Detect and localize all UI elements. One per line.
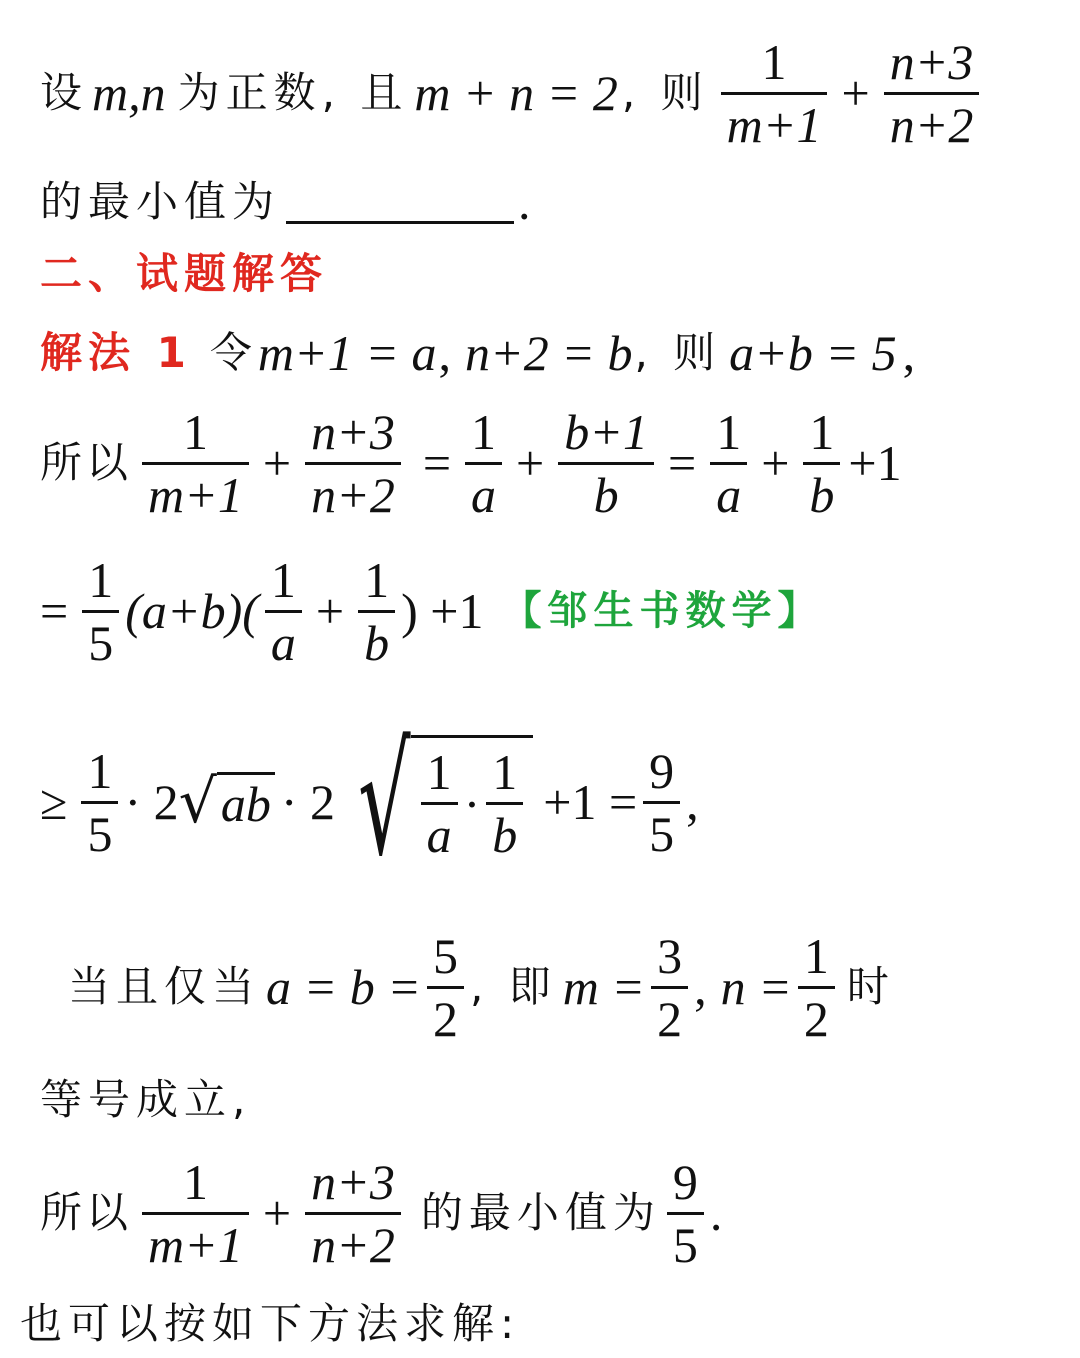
step-6-period: . bbox=[709, 1185, 723, 1241]
sqrt-ab: √ ab bbox=[179, 772, 275, 832]
solution-1-line bbox=[40, 320, 1080, 386]
problem-period: . bbox=[518, 174, 531, 230]
problem-plus: + bbox=[841, 65, 870, 121]
solution-1-label: 解法 1 bbox=[40, 328, 192, 377]
step-5 bbox=[40, 1072, 1080, 1128]
sqrt-sign-icon: √ bbox=[178, 767, 217, 837]
problem-fraction-1: $\frac{1}{m+1}$ bbox=[721, 32, 828, 155]
step-2-mid: (a+b)( bbox=[125, 583, 259, 639]
step-2-frac-3: $\frac{1}{b}$ bbox=[358, 550, 395, 673]
step-1-plus-1: + bbox=[262, 435, 292, 491]
step-3-times-2b: · 2 bbox=[280, 774, 335, 830]
step-4-ab-eq: a = b = bbox=[266, 959, 421, 1015]
section-title bbox=[40, 246, 1080, 302]
solution-1-let: 令 bbox=[209, 328, 258, 377]
step-2-eq: = bbox=[40, 583, 69, 639]
step-2-plus: + bbox=[315, 583, 345, 639]
step-1-frac-3: $\frac{1}{a}$ bbox=[465, 402, 502, 525]
step-2 bbox=[40, 546, 1080, 676]
step-4-when: 时 bbox=[846, 962, 895, 1011]
solution-1-sub-b: n+2 = b bbox=[464, 325, 633, 381]
problem-condition: m + n = 2 bbox=[414, 65, 618, 121]
step-6-min-is: 的最小值为 bbox=[420, 1188, 661, 1237]
step-1-frac-6: $\frac{1}{b}$ bbox=[803, 402, 840, 525]
step-1-frac-4: $\frac{b+1}{b}$ bbox=[558, 402, 654, 525]
step-2-frac-1: $\frac{1}{5}$ bbox=[82, 550, 119, 673]
solution-1-comma-1: , bbox=[438, 325, 451, 381]
step-3-plus-one-eq: +1 = bbox=[543, 774, 638, 830]
step-3-dot: · bbox=[463, 775, 481, 832]
step-1-frac-5: $\frac{1}{a}$ bbox=[710, 402, 747, 525]
step-4-frac-3: $\frac{1}{2}$ bbox=[798, 926, 835, 1049]
step-2-tail: ) +1 bbox=[401, 583, 484, 639]
step-1-eq-1: = bbox=[422, 435, 452, 491]
step-4 bbox=[68, 922, 1080, 1052]
step-6-so: 所以 bbox=[40, 1188, 133, 1237]
step-4-n-eq: n = bbox=[720, 959, 792, 1015]
step-3-comma: , bbox=[686, 774, 699, 830]
step-6-frac-2: $\frac{n+3}{n+2}$ bbox=[305, 1152, 401, 1275]
step-4-m-eq: m = bbox=[562, 959, 646, 1015]
sqrt-product bbox=[335, 714, 533, 889]
solution-1-comma-2: , bbox=[902, 325, 916, 381]
step-4-iff: 当且仅当 bbox=[68, 962, 261, 1011]
problem-text-positive: 为正数, 且 bbox=[177, 68, 409, 117]
watermark-text: 【邹生书数学】 bbox=[501, 588, 824, 634]
step-1-frac-2: $\frac{n+3}{n+2}$ bbox=[305, 402, 401, 525]
step-4-ie: , 即 bbox=[470, 962, 557, 1011]
problem-line-2 bbox=[40, 172, 1080, 232]
step-3-ge: ≥ bbox=[40, 774, 68, 830]
problem-vars-mn: m,n bbox=[92, 65, 166, 121]
problem-line-1 bbox=[40, 28, 1080, 158]
problem-text-then: , 则 bbox=[621, 68, 709, 117]
step-1-frac-1: $\frac{1}{m+1}$ bbox=[142, 402, 249, 525]
step-6 bbox=[40, 1148, 1080, 1278]
step-3-frac-3: $\frac{1}{b}$ bbox=[486, 742, 523, 865]
step-3-frac-1: $\frac{1}{5}$ bbox=[81, 741, 118, 864]
answer-blank bbox=[286, 181, 514, 224]
step-6-plus: + bbox=[262, 1185, 292, 1241]
step-1-eq-2: = bbox=[667, 435, 697, 491]
step-2-frac-2: $\frac{1}{a}$ bbox=[265, 550, 302, 673]
problem-text-min: 的最小值为 bbox=[40, 177, 281, 226]
footer-text: 也可以按如下方法求解: bbox=[20, 1299, 521, 1348]
step-6-frac-1: $\frac{1}{m+1}$ bbox=[142, 1152, 249, 1275]
big-sqrt-sign-icon: √ bbox=[358, 714, 411, 889]
solution-1-sum: a+b = 5 bbox=[729, 325, 897, 381]
step-6-frac-3: $\frac{9}{5}$ bbox=[667, 1152, 704, 1275]
step-1-plus-2: + bbox=[516, 435, 545, 491]
problem-text-she: 设 bbox=[40, 68, 89, 117]
step-1-so: 所以 bbox=[40, 438, 133, 487]
step-4-comma: , bbox=[694, 959, 707, 1015]
step-5-text: 等号成立, bbox=[40, 1075, 252, 1124]
step-1-tail: +1 bbox=[848, 435, 902, 491]
step-1 bbox=[40, 398, 1080, 528]
solution-1-sub-a: m+1 = a bbox=[257, 325, 437, 381]
footer-line bbox=[20, 1296, 1080, 1352]
step-3-frac-4: $\frac{9}{5}$ bbox=[643, 741, 680, 864]
step-3-frac-2: $\frac{1}{a}$ bbox=[421, 742, 458, 865]
section-title-text: 二、试题解答 bbox=[40, 249, 329, 298]
step-3 bbox=[40, 714, 1080, 889]
problem-fraction-2: $\frac{n+3}{n+2}$ bbox=[884, 32, 980, 155]
step-4-frac-1: $\frac{5}{2}$ bbox=[427, 926, 464, 1049]
solution-1-then: , 则 bbox=[634, 328, 722, 377]
step-3-times-2a: · 2 bbox=[124, 774, 179, 830]
step-4-frac-2: $\frac{3}{2}$ bbox=[651, 926, 688, 1049]
step-1-plus-3: + bbox=[761, 435, 790, 491]
